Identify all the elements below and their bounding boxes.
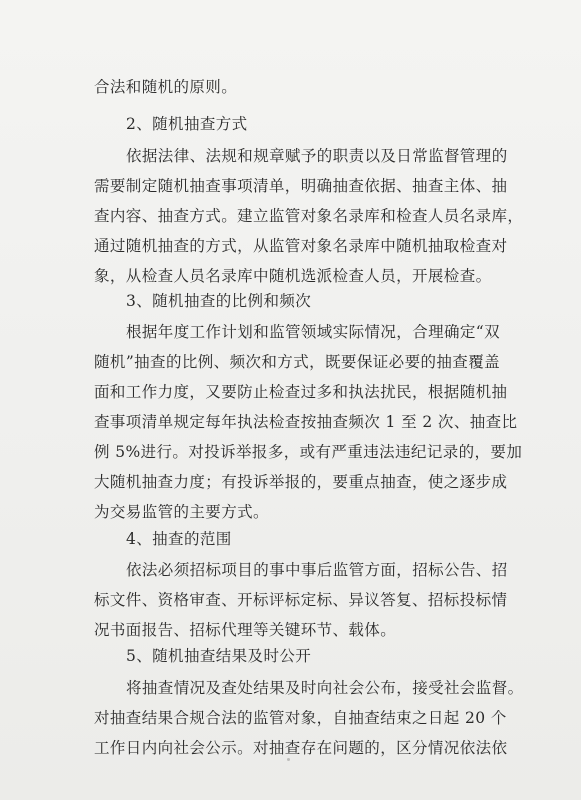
text-line: 标文件、资格审查、开标评标定标、异议答复、招标投标情 <box>94 591 508 609</box>
text-line: 通过随机抽查的方式，从监管对象名录库中随机抽取检查对 <box>94 237 508 255</box>
section-heading: 3、随机抽查的比例和频次 <box>126 292 312 310</box>
text-line: 况书面报告、招标代理等关键环节、载体。 <box>94 621 397 639</box>
text-line: 查事项清单规定每年执法检查按抽查频次 1 至 2 次、抽查比 <box>94 413 518 431</box>
text-line: 依据法律、法规和规章赋予的职责以及日常监督管理的 <box>126 147 508 165</box>
text-line: 将抽查情况及查处结果及时向社会公布，接受社会监督。 <box>126 679 524 697</box>
section-heading: 4、抽查的范围 <box>126 530 232 548</box>
text-line: 根据年度工作计划和监管领域实际情况，合理确定“双 <box>126 323 501 341</box>
text-line: 合法和随机的原则。 <box>94 78 238 96</box>
text-line: 依法必须招标项目的事中事后监管方面，招标公告、招 <box>126 561 508 579</box>
section-heading: 2、随机抽查方式 <box>126 115 248 133</box>
scan-speck <box>287 758 290 761</box>
text-line: 例 5%进行。对投诉举报多，或有严重违法违纪记录的，要加 <box>94 443 523 461</box>
text-line: 查内容、抽查方式。建立监管对象名录库和检查人员名录库， <box>94 207 524 225</box>
text-line: 对抽查结果合规合法的监管对象，自抽查结束之日起 20 个 <box>94 709 507 727</box>
text-line: 工作日内向社会公示。对抽查存在问题的，区分情况依法依 <box>94 739 508 757</box>
section-heading: 5、随机抽查结果及时公开 <box>126 647 312 665</box>
text-line: 面和工作力度，又要防止检查过多和执法扰民，根据随机抽 <box>94 383 508 401</box>
text-line: 随机”抽查的比例、频次和方式，既要保证必要的抽查覆盖 <box>94 353 500 371</box>
text-line: 大随机抽查力度；有投诉举报的，要重点抽查，使之逐步成 <box>94 473 508 491</box>
text-line: 需要制定随机抽查事项清单，明确抽查依据、抽查主体、抽 <box>94 177 508 195</box>
text-line: 为交易监管的主要方式。 <box>94 503 269 521</box>
text-line: 象，从检查人员名录库中随机选派检查人员，开展检查。 <box>94 267 492 285</box>
